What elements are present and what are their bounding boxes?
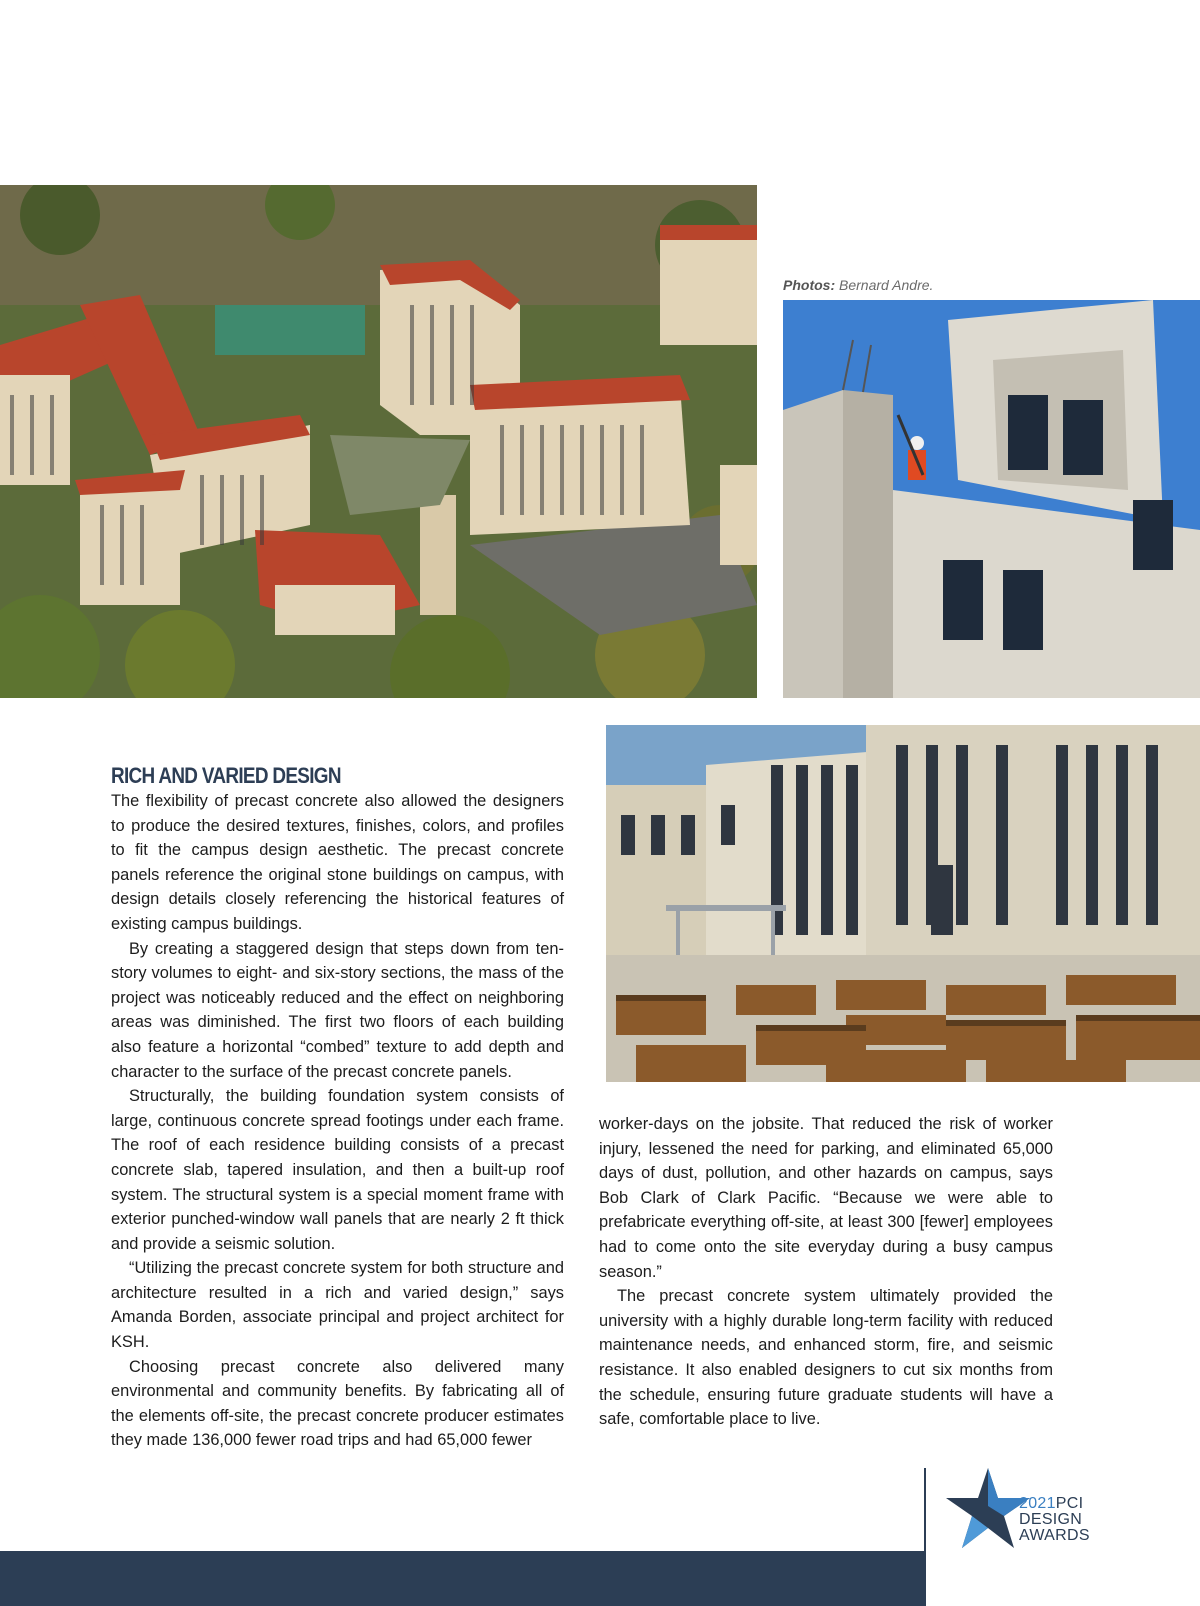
aerial-campus-photo [0,185,757,698]
article-column-right [599,1112,1053,1432]
panel-installation-photo [783,300,1200,698]
paragraph: Choosing precast concrete also delivered many environmental and community benefits. By fabricating all of the elements off-site, the precast concrete producer estimates they made 136,000 fewer road trips and had 65,000 fewer [111,1357,564,1450]
award-design-label: DESIGN [1019,1511,1083,1528]
paragraph: The flexibility of precast concrete also allowed the designers to produce the desired textures, finishes, colors, and profiles to fit the campus design aesthetic. The precast concrete panels reference the original stone buildings on campus, with design details closely referencing the historical features of existing campus buildings. [111,792,564,933]
paragraph: “Utilizing the precast concrete system for both structure and architecture resulted in a rich and varied design,” says Amanda Borden, associate principal and project architect for KSH. [111,1259,564,1352]
photo-credit-name: Bernard Andre. [839,277,934,293]
award-org: PCI [1055,1495,1084,1512]
photo-credit [783,277,933,293]
paragraph: worker-days on the jobsite. That reduced the risk of worker injury, lessened the need for parking, and eliminated 65,000 days of dust, pollution, and other hazards on campus, says Bob Clark of Clark Pacific. “Because we were able to prefabricate everything off-site, at least 300 [fewer] employees had to come onto the site everyday during a busy campus season.” [599,1115,1053,1281]
award-year-line [1019,1496,1083,1512]
award-awards-label: AWARDS [1019,1527,1090,1544]
paragraph: The precast concrete system ultimately provided the university with a highly durable long-term facility with reduced maintenance needs, and enhanced storm, fire, and seismic resistance. It also enabled designers to cut six months from the schedule, ensuring future graduate students will have a safe, comfortable place to live. [599,1287,1053,1429]
paragraph: By creating a staggered design that steps down from ten-story volumes to eight- and six-story sections, the mass of the project was noticeably reduced and the effect on neighboring areas was diminished. The first two floors of each building also feature a horizontal “combed” texture to add depth and character to the surface of the precast concrete panels. [111,939,564,1081]
footer-divider [924,1468,926,1606]
footer-bar [0,1551,925,1606]
photo-credit-label: Photos: [783,277,836,293]
article-column-left [111,763,564,1453]
award-year: 2021 [1019,1495,1056,1512]
courtyard-garden-photo [606,725,1200,1082]
section-heading: RICH AND VARIED DESIGN [111,763,341,788]
paragraph: Structurally, the building foundation system consists of large, continuous concrete spread footings under each frame. The roof of each residence building consists of a precast concrete slab, tapered insulation, and then a built-up roof system. The structural system is a special moment frame with exterior punched-window wall panels that are nearly 2 ft thick and provide a seismic solution. [111,1087,564,1253]
